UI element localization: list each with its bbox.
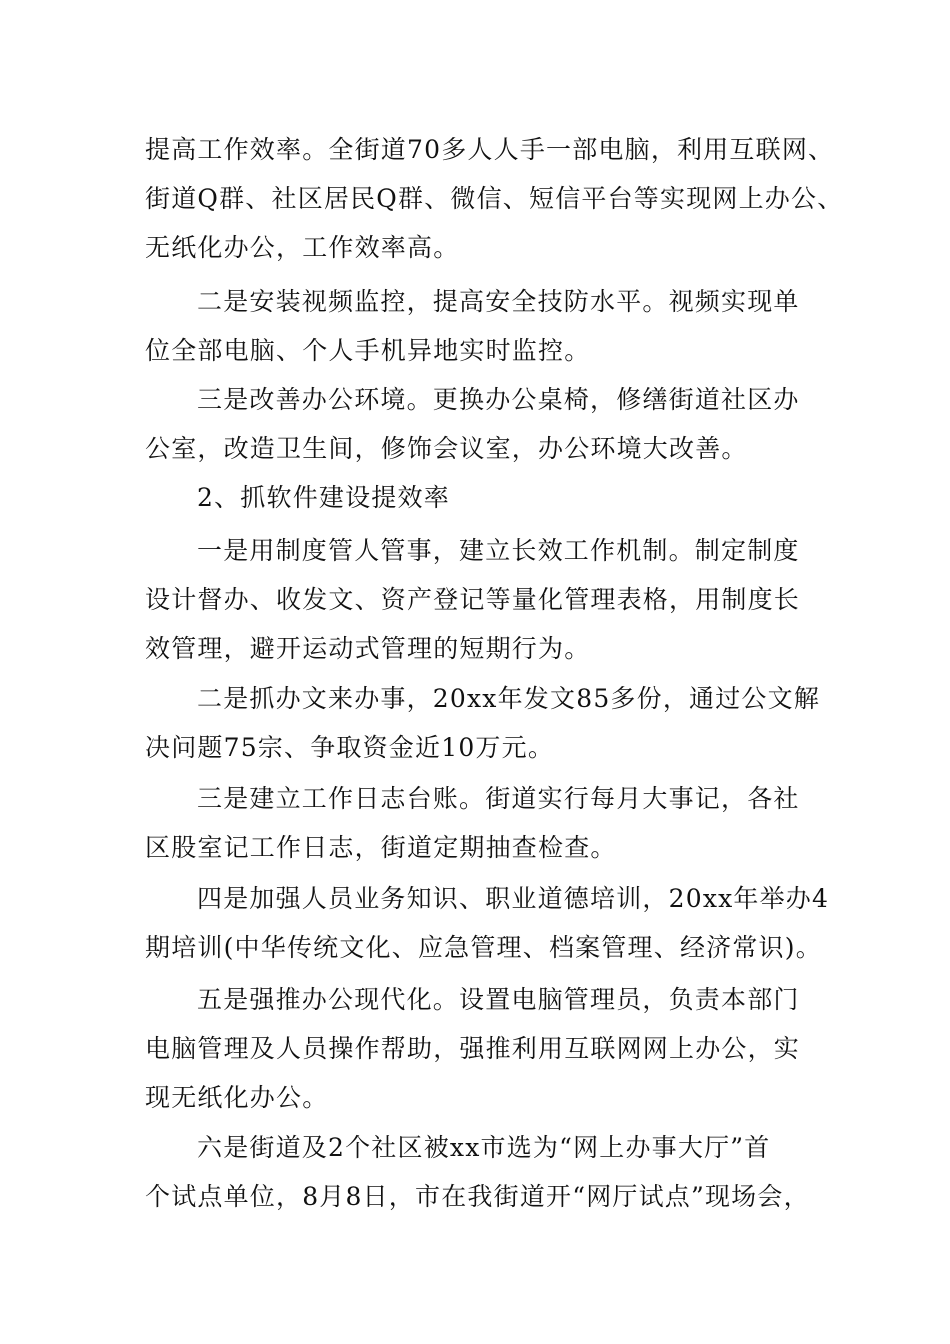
text-line: 区股室记工作日志，街道定期抽查检查。 bbox=[145, 833, 617, 862]
text-line: 无纸化办公，工作效率高。 bbox=[145, 233, 460, 262]
text-line: 提高工作效率。全街道70多人人手一部电脑，利用互联网、 bbox=[145, 135, 835, 164]
text-line: 五是强推办公现代化。设置电脑管理员，负责本部门 bbox=[197, 985, 800, 1014]
text-line: 三是建立工作日志台账。街道实行每月大事记，各社 bbox=[197, 784, 800, 813]
text-line: 二是抓办文来办事，20xx年发文85多份，通过公文解 bbox=[197, 684, 821, 713]
text-line: 电脑管理及人员操作帮助，强推利用互联网网上办公，实 bbox=[145, 1034, 801, 1063]
section-heading: 2、抓软件建设提效率 bbox=[197, 483, 450, 512]
text-line: 现无纸化办公。 bbox=[145, 1083, 329, 1112]
text-line: 决问题75宗、争取资金近10万元。 bbox=[145, 733, 555, 762]
text-line: 一是用制度管人管事，建立长效工作机制。制定制度 bbox=[197, 536, 800, 565]
text-line: 街道Q群、社区居民Q群、微信、短信平台等实现网上办公、 bbox=[145, 184, 844, 213]
text-line: 公室，改造卫生间，修饰会议室，办公环境大改善。 bbox=[145, 434, 748, 463]
text-line: 四是加强人员业务知识、职业道德培训，20xx年举办4 bbox=[197, 884, 830, 913]
text-line: 六是街道及2个社区被xx市选为“网上办事大厅”首 bbox=[197, 1133, 771, 1162]
text-line: 个试点单位，8月8日，市在我街道开“网厅试点”现场会， bbox=[145, 1182, 810, 1211]
text-line: 设计督办、收发文、资产登记等量化管理表格，用制度长 bbox=[145, 585, 801, 614]
text-line: 效管理，避开运动式管理的短期行为。 bbox=[145, 634, 591, 663]
text-line: 位全部电脑、个人手机异地实时监控。 bbox=[145, 336, 591, 365]
text-line: 期培训(中华传统文化、应急管理、档案管理、经济常识)。 bbox=[145, 933, 822, 962]
text-line: 二是安装视频监控，提高安全技防水平。视频实现单 bbox=[197, 287, 800, 316]
text-line: 三是改善办公环境。更换办公桌椅，修缮街道社区办 bbox=[197, 385, 800, 414]
